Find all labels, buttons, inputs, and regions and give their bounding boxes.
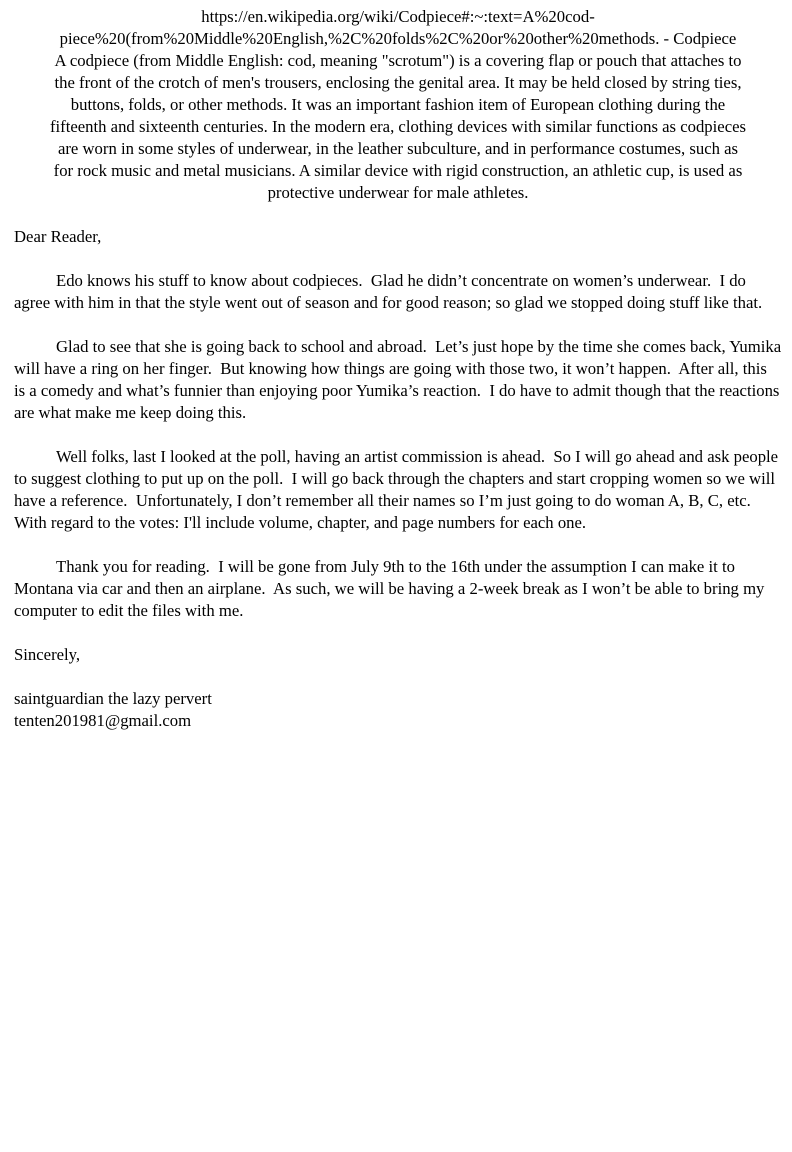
signature-name: saintguardian the lazy pervert — [14, 689, 212, 708]
salutation: Dear Reader, — [14, 227, 102, 246]
body-paragraph: Well folks, last I looked at the poll, having an artist commission is ahead. So I will go ahead and ask people to suggest clothing to put up on the poll. I will go back through the chapters and start cropping women so we will have a reference. Unfortunately, I don’t remember all their names so I’m just going to do woman A, B, C, etc. With regard to the votes: I'll include volume, chapter, and page numbers for each one. — [14, 447, 783, 532]
citation-url-line: https://en.wikipedia.org/wiki/Codpiece#:~:text=A%20cod- — [201, 7, 595, 26]
citation-text-line: are worn in some styles of underwear, in the leather subculture, and in performance costumes, such as — [57, 139, 739, 158]
citation-text-line: the front of the crotch of men's trousers, enclosing the genital area. It may be held closed by string ties, — [54, 73, 742, 92]
closing: Sincerely, — [14, 645, 81, 664]
citation-text-line: fifteenth and sixteenth centuries. In the modern era, clothing devices with similar functions as codpieces — [49, 117, 747, 136]
signature-email: tenten201981@gmail.com — [14, 711, 192, 730]
source-citation-block — [14, 6, 782, 204]
signature-block — [14, 688, 782, 732]
body-paragraph: Glad to see that she is going back to school and abroad. Let’s just hope by the time she comes back, Yumika will have a ring on her finger. But knowing how things are going with those two, it won’t happen. After all, this is a comedy and what’s funnier than enjoying poor Yumika’s reaction. I do have to admit though that the reactions are what make me keep doing this. — [14, 337, 786, 422]
body-paragraph: Edo knows his stuff to know about codpieces. Glad he didn’t concentrate on women’s underwear. I do agree with him in that the style went out of season and for good reason; so glad we stopped doing stuff like that. — [14, 271, 763, 312]
body-paragraph: Thank you for reading. I will be gone from July 9th to the 16th under the assumption I can make it to Montana via car and then an airplane. As such, we will be having a 2-week break as I won’t be able to bring my computer to edit the files with me. — [14, 557, 769, 620]
citation-text-line: protective underwear for male athletes. — [267, 183, 529, 202]
citation-url-line: piece%20(from%20Middle%20English,%2C%20folds%2C%20or%20other%20methods. - Codpiece — [59, 29, 737, 48]
citation-text-line: buttons, folds, or other methods. It was an important fashion item of European clothing during the — [70, 95, 726, 114]
citation-text-line: for rock music and metal musicians. A similar device with rigid construction, an athletic cup, is used as — [53, 161, 743, 180]
citation-text-line: A codpiece (from Middle English: cod, meaning "scrotum") is a covering flap or pouch that attaches to — [54, 51, 742, 70]
